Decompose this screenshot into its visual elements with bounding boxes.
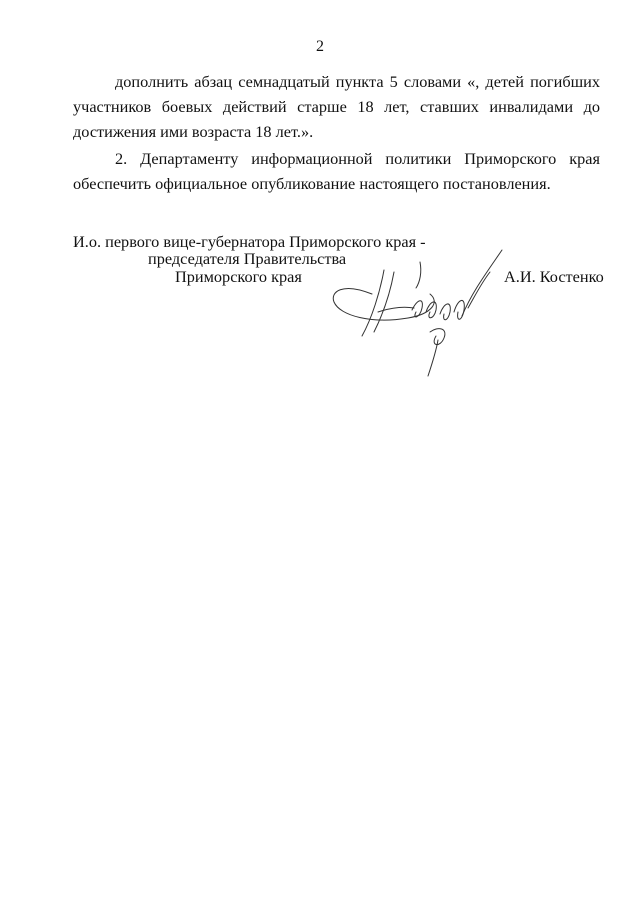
paragraph-line: достижения ими возраста 18 лет.». xyxy=(73,122,314,141)
paragraph-line: участников боевых действий старше 18 лет, ставших инвалидами до xyxy=(73,97,600,116)
paragraph-line: обеспечить официальное опубликование настоящего постановления. xyxy=(73,174,551,193)
signatory-title-line-1: И.о. первого вице-губернатора Приморского края - xyxy=(73,232,426,251)
signatory-name: А.И. Костенко xyxy=(504,267,604,286)
paragraph-amendment xyxy=(73,69,600,144)
paragraph-line: дополнить абзац семнадцатый пункта 5 словами «, детей погибших xyxy=(115,72,600,91)
paragraph-publication xyxy=(73,146,600,196)
paragraph-line: 2. Департаменту информационной политики Приморского края xyxy=(115,149,600,168)
signatory-title-line-2: председателя Правительства xyxy=(148,249,347,268)
page-number: 2 xyxy=(316,38,324,55)
handwritten-signature xyxy=(312,232,532,382)
signatory-title-line-3: Приморского края xyxy=(175,267,302,286)
